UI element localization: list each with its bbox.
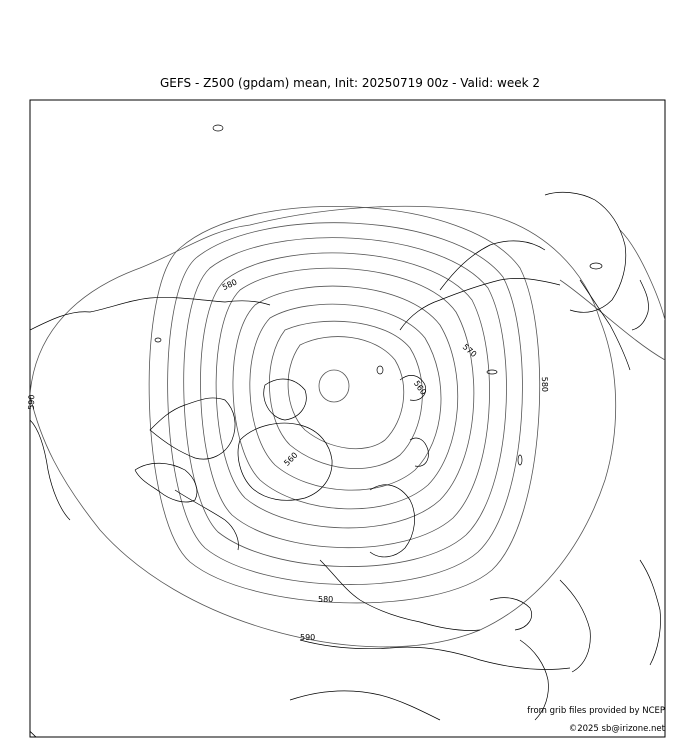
data-source-credit: from grib files provided by NCEP — [527, 706, 665, 716]
contour-560 — [216, 268, 474, 528]
contour-label: 580 — [318, 595, 334, 604]
coast-europe — [320, 560, 480, 631]
coast-japan — [632, 280, 648, 330]
coastlines — [30, 125, 661, 720]
island-franz-josef — [377, 366, 383, 374]
island-sakhalin — [590, 263, 602, 269]
contour-580 — [149, 206, 540, 603]
contour-550 — [233, 286, 458, 509]
contour-label: 570 — [460, 342, 479, 360]
contour-labels — [27, 277, 550, 642]
contour-575 — [168, 223, 523, 585]
coast-africa — [290, 691, 440, 720]
coast-kamchatka — [580, 280, 630, 370]
coast-novaya — [410, 438, 428, 466]
contour-label: 560 — [282, 450, 300, 468]
coast-siberia-east — [440, 241, 545, 290]
coast-black-caspian — [490, 598, 532, 630]
island-east — [518, 455, 522, 465]
coast-na-west — [30, 420, 70, 520]
contour-590-ne — [620, 230, 665, 320]
coast-india — [560, 580, 590, 672]
contour-label: 560 — [411, 379, 428, 397]
map-title: GEFS - Z500 (gpdam) mean, Init: 20250719 00z - Valid: week 2 — [159, 76, 541, 90]
contour-590 — [30, 206, 616, 647]
contour-label: 590 — [26, 394, 37, 410]
contour-590-e — [560, 280, 665, 360]
coast-labrador — [175, 490, 238, 550]
contour-label: 590 — [300, 633, 316, 642]
z500-contours — [30, 206, 665, 647]
copyright-credit: ©2025 sb@irizone.net — [568, 724, 665, 734]
map-frame — [30, 100, 665, 737]
contour-565 — [201, 253, 490, 548]
contour-540 — [250, 304, 441, 490]
contour-inner-2 — [269, 321, 422, 468]
coast-siberia-north — [400, 278, 560, 330]
island-aleutian — [155, 338, 161, 342]
coast-east-asia — [545, 192, 626, 312]
coast-canada-arch — [150, 398, 235, 459]
coast-se-asia — [640, 560, 661, 665]
coast-hudson — [135, 463, 197, 502]
contour-low-center — [319, 370, 349, 402]
contour-label: 580 — [220, 277, 239, 293]
island-kuril — [487, 370, 497, 374]
island-hawaii — [213, 125, 223, 131]
contour-label: 580 — [539, 376, 550, 393]
